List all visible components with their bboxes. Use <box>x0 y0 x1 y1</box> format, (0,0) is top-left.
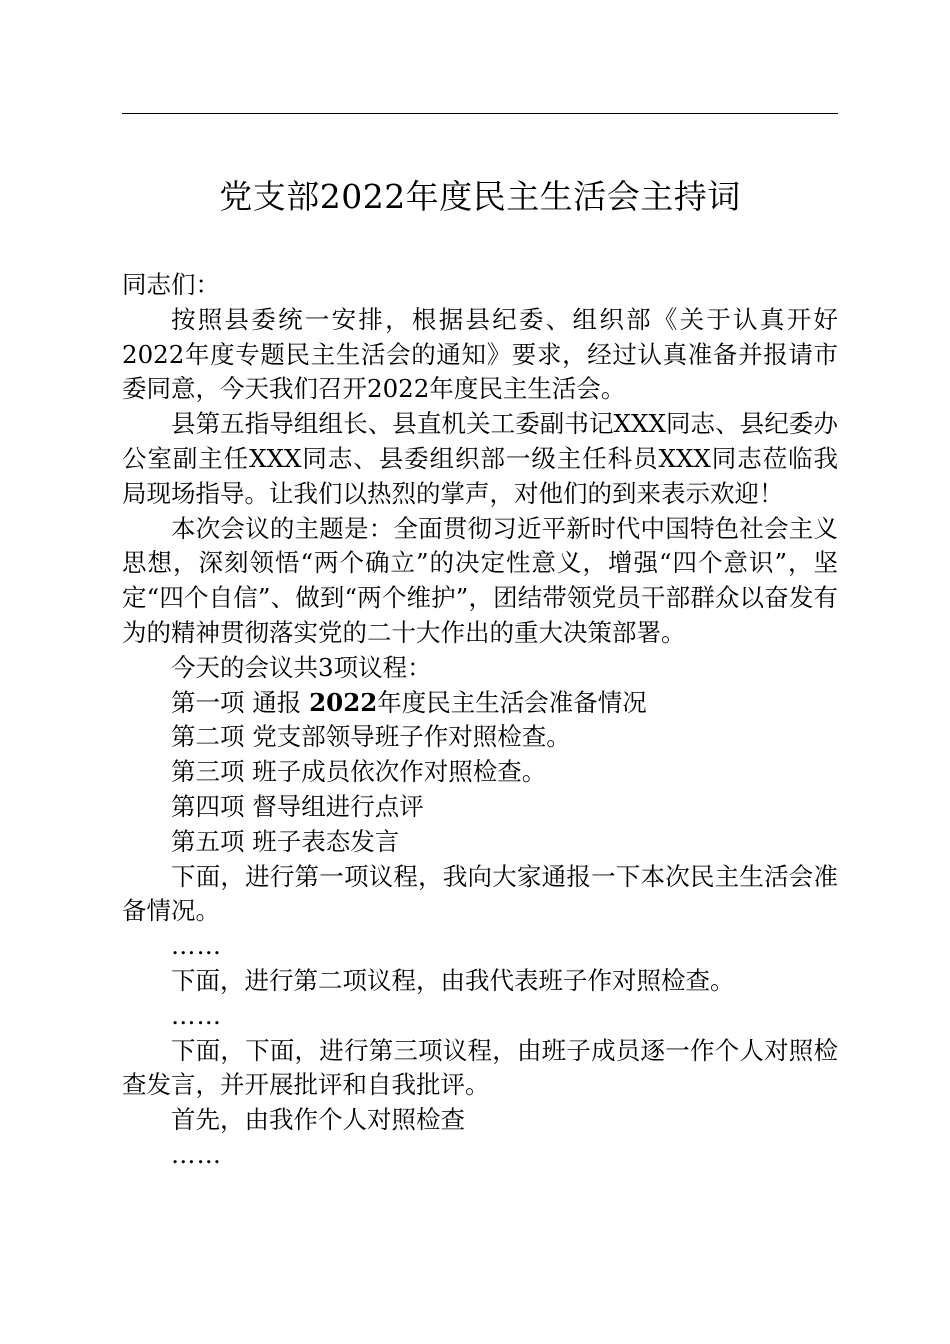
document-body <box>122 268 838 1173</box>
agenda-text-prefix: 通报 <box>252 687 302 717</box>
agenda-label: 第三项 <box>171 757 245 787</box>
salutation: 同志们： <box>122 270 220 299</box>
ellipsis-2: …… <box>171 1000 222 1030</box>
proceeding-item-1: 下面，进行第一项议程，我向大家通报一下本次民主生活会准备情况。 <box>122 861 838 926</box>
agenda-label: 第五项 <box>171 826 245 856</box>
agenda-item-5 <box>122 825 838 860</box>
agenda-item-2 <box>122 720 838 755</box>
document-title: 党支部2022年度民主生活会主持词 <box>219 177 741 216</box>
agenda-text-year: 2022 <box>309 687 378 717</box>
agenda-label: 第四项 <box>171 791 245 821</box>
paragraph-agenda-intro: 今天的会议共3项议程： <box>171 652 432 682</box>
agenda-text: 党支部领导班子作对照检查。 <box>252 722 571 752</box>
agenda-text: 班子成员依次作对照检查。 <box>252 757 547 787</box>
paragraph-theme: 本次会议的主题是：全面贯彻习近平新时代中国特色社会主义思想，深刻领悟“两个确立”的决定性意义，增强“四个意识”，坚定“四个自信”、做到“两个维护”，团结带领党员干部群众以奋发有为的精神贯彻落实党的二十大作出的重大决策部署。 <box>122 513 838 647</box>
proceeding-item-3: 下面，下面，进行第三项议程，由班子成员逐一作个人对照检查发言，并开展批评和自我批评。 <box>122 1035 838 1100</box>
agenda-label: 第一项 <box>171 687 245 717</box>
agenda-text: 班子表态发言 <box>252 826 400 856</box>
paragraph-guests: 县第五指导组组长、县直机关工委副书记XXX同志、县纪委办公室副主任XXX同志、县委组织部一级主任科员XXX同志莅临我局现场指导。让我们以热烈的掌声，对他们的到来表示欢迎！ <box>122 409 838 508</box>
proceeding-item-2: 下面，进行第二项议程，由我代表班子作对照检查。 <box>171 965 735 995</box>
agenda-item-1 <box>122 686 838 721</box>
ellipsis-3: …… <box>171 1139 222 1169</box>
agenda-text: 督导组进行点评 <box>252 791 424 821</box>
agenda-item-3 <box>122 755 838 790</box>
header-rule <box>122 113 838 114</box>
paragraph-intro: 按照县委统一安排，根据县纪委、组织部《关于认真开好2022年度专题民主生活会的通知》要求，经过认真准备并报请市委同意，今天我们召开2022年度民主生活会。 <box>122 304 838 404</box>
ellipsis-1: …… <box>171 931 222 961</box>
proceeding-item-4: 首先，由我作个人对照检查 <box>171 1105 465 1135</box>
agenda-text-rest: 年度民主生活会准备情况 <box>377 687 647 717</box>
agenda-item-4 <box>122 790 838 825</box>
agenda-label: 第二项 <box>171 722 245 752</box>
